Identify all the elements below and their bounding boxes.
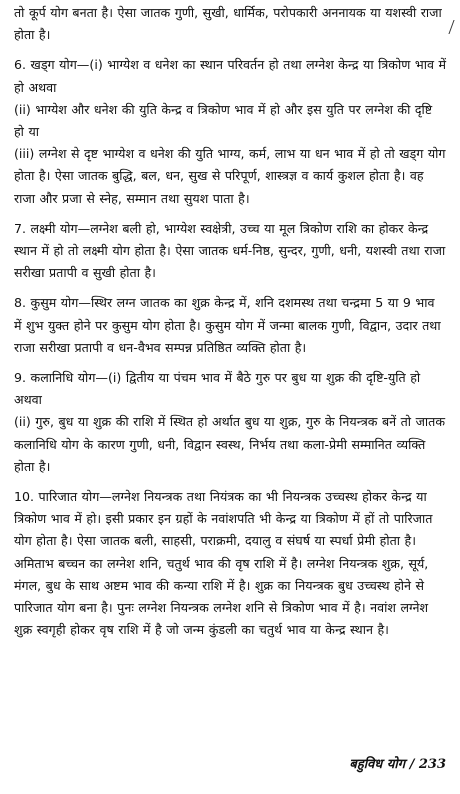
paragraph-kurma-yoga-end: तो कूर्प योग बनता है। ऐसा जातक गुणी, सुखी, धार्मिक, परोपकारी अननायक या यशस्वी राजा होता है। [14, 5, 442, 43]
paragraph-khadga-yoga-2: (ii) भाग्येश और धनेश की युति केन्द्र व त्रिकोण भाव में हो और इस युति पर लग्नेश की दृष्टि हो या [14, 101, 433, 140]
paragraph-khadga-yoga-3: (iii) लग्नेश से दृष्ट भाग्येश व धनेश की युति भाग्य, कर्म, लाभ या धन भाव में हो तो खड्ग योग होता है। ऐसा जातक बुद्धि, बल, धन, सुख से परिपूर्ण, शास्त्रज्ञ व कार्य कुशल होता है। वह राजा और प्रजा से स्नेह, सम्मान तथा सुयश पाता है। [14, 146, 446, 206]
paragraph-kusum-yoga: 8. कुसुम योग—स्थिर लग्न जातक का शुक्र केन्द्र में, शनि दशमस्थ तथा चन्द्रमा 5 या 9 भाव में शुभ युक्त होने पर कुसुम योग होता है। कुसुम योग में जन्मा बालक गुणी, विद्वान, उदार तथा राजा सरीखा प्रतापी व धन-वैभव सम्पन्न प्रतिष्ठित व्यक्ति होता है। [14, 295, 441, 355]
paragraph-parijat-yoga: 10. पारिजात योग—लग्नेश नियन्त्रक तथा नियंत्रक का भी नियन्त्रक उच्चस्थ होकर केन्द्र या त्रिकोण भाव में हो। इसी प्रकार इन ग्रहों के नवांशपति भी केन्द्र या त्रिकोण में हों तो पारिजात योग होता है। ऐसा जातक बली, साहसी, पराक्रमी, दयालु व संघर्ष या स्पर्धा प्रेमी होता है। अमिताभ बच्चन का लग्नेश शनि, चतुर्थ भाव की वृष राशि में है। लग्नेश नियन्त्रक शुक्र, सूर्य, मंगल, बुध के साथ अष्टम भाव की कन्या राशि में है। शुक्र का नियन्त्रक बुध उच्चस्थ होने से पारिजात योग बना है। पुनः लग्नेश नियन्त्रक लग्नेश शनि से त्रिकोण भाव में है। नवांश लग्नेश शुक्र स्वगृही होकर वृष राशि में है जो जन्म कुंडली का चतुर्थ भाव या केन्द्र स्थान है। [14, 489, 433, 638]
paragraph-khadga-yoga-1: 6. खड्ग योग—(i) भाग्येश व धनेश का स्थान परिवर्तन हो तथा लग्नेश केन्द्र या त्रिकोण भाव में हो अथवा [14, 57, 446, 95]
paragraph-kalanidhi-yoga-1: 9. कलानिधि योग—(i) द्वितीय या पंचम भाव में बैठे गुरु पर बुध या शुक्र की दृष्टि-युति हो अथवा [14, 370, 421, 408]
page-footer: बहुविध योग / 233 [349, 757, 446, 772]
paragraph-lakshmi-yoga: 7. लक्ष्मी योग—लग्नेश बली हो, भाग्येश स्वक्षेत्री, उच्च या मूल त्रिकोण राशि का होकर केन्द्र स्थान में हो तो लक्ष्मी योग होता है। ऐसा जातक धर्म-निष्ठ, सुन्दर, गुणी, धनी, यशस्वी तथा राजा सरीखा प्रतापी व सुखी होता है। [14, 220, 446, 281]
paragraph-kalanidhi-yoga-2: (ii) गुरु, बुध या शुक्र की राशि में स्थित हो अर्थात बुध या शुक्र, गुरु के नियन्त्रक बनें तो जातक कलानिधि योग के कारण गुणी, धनी, विद्वान स्वस्थ, निर्भय तथा कला-प्रेमी सम्मानित व्यक्ति होता है। [14, 414, 446, 474]
